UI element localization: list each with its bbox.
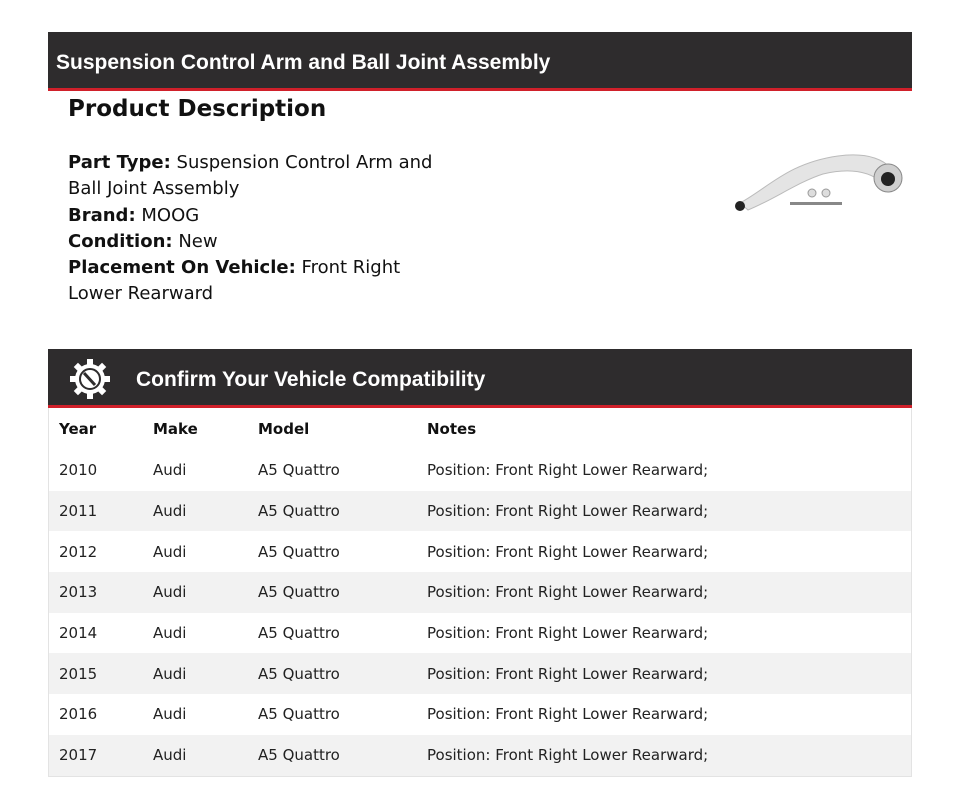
product-specs <box>68 150 458 308</box>
part-type-value: Suspension Control Arm and Ball Joint Assembly <box>68 152 433 200</box>
cell-make: Audi <box>153 624 187 643</box>
cell-year: 2016 <box>59 705 98 724</box>
product-image <box>728 148 908 228</box>
placement-value: Front Right Lower Rearward <box>68 257 401 305</box>
condition-value: New <box>178 230 218 252</box>
cell-make: Audi <box>143 735 248 776</box>
cell-year: 2014 <box>59 624 98 643</box>
cell-year: 2010 <box>59 461 98 480</box>
gear-icon <box>68 357 112 401</box>
condition-label: Condition: <box>68 230 173 252</box>
compatibility-table <box>48 408 912 777</box>
cell-make: Audi <box>153 705 187 724</box>
cell-model: A5 Quattro <box>248 572 417 613</box>
cell-make: Audi <box>143 653 248 694</box>
cell-make: Audi <box>153 542 187 561</box>
table-row <box>49 491 912 532</box>
table-row <box>49 450 912 491</box>
table-row <box>49 572 912 613</box>
cell-make: Audi <box>153 461 187 480</box>
cell-model: A5 Quattro <box>248 735 417 776</box>
cell-year: 2011 <box>49 491 144 532</box>
cell-notes: Position: Front Right Lower Rearward; <box>417 572 912 613</box>
cell-notes: Position: Front Right Lower Rearward; <box>417 735 912 776</box>
table-row <box>49 735 912 776</box>
cell-make: Audi <box>143 572 248 613</box>
cell-year: 2017 <box>49 735 144 776</box>
cell-notes: Position: Front Right Lower Rearward; <box>417 653 912 694</box>
cell-model: A5 Quattro <box>258 624 340 643</box>
column-header-make: Make <box>153 420 198 438</box>
column-header-model: Model <box>258 420 310 438</box>
cell-notes: Position: Front Right Lower Rearward; <box>427 461 709 480</box>
cell-make: Audi <box>143 491 248 532</box>
cell-notes: Position: Front Right Lower Rearward; <box>427 705 709 724</box>
brand-value: MOOG <box>141 204 200 226</box>
compatibility-title-bar <box>48 349 912 408</box>
product-description-heading: Product Description <box>68 96 327 122</box>
column-header-year: Year <box>59 420 97 438</box>
table-row <box>49 613 912 654</box>
cell-year: 2013 <box>49 572 144 613</box>
column-header-notes: Notes <box>427 420 477 438</box>
compatibility-title: Confirm Your Vehicle Compatibility <box>136 368 486 391</box>
cell-year: 2012 <box>59 542 98 561</box>
cell-notes: Position: Front Right Lower Rearward; <box>427 542 709 561</box>
cell-model: A5 Quattro <box>258 461 340 480</box>
product-title: Suspension Control Arm and Ball Joint Assembly <box>56 51 551 74</box>
cell-year: 2015 <box>49 653 144 694</box>
table-row <box>49 653 912 694</box>
cell-model: A5 Quattro <box>248 491 417 532</box>
cell-model: A5 Quattro <box>258 705 340 724</box>
table-row <box>49 531 912 572</box>
brand-label: Brand: <box>68 204 136 226</box>
product-title-bar <box>48 32 912 91</box>
placement-label: Placement On Vehicle: <box>68 257 296 279</box>
cell-model: A5 Quattro <box>258 542 340 561</box>
cell-model: A5 Quattro <box>248 653 417 694</box>
part-type-label: Part Type: <box>68 152 171 173</box>
cell-notes: Position: Front Right Lower Rearward; <box>417 491 912 532</box>
cell-notes: Position: Front Right Lower Rearward; <box>427 624 709 643</box>
table-row <box>49 694 912 735</box>
